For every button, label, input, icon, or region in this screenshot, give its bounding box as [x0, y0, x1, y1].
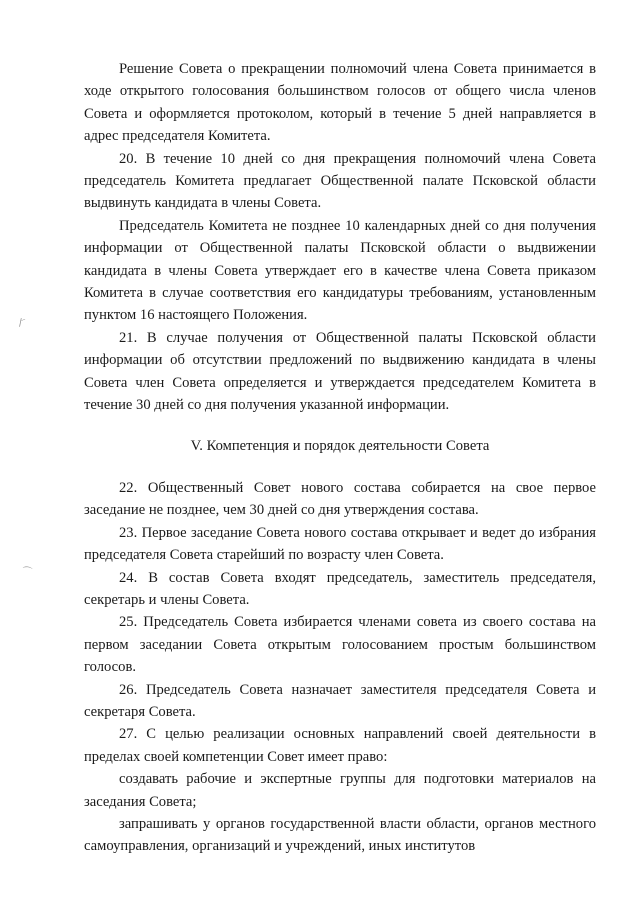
- paragraph-item-21: 21. В случае получения от Общественной палаты Псковской области информации об отсутствии предложений по выдвижению кандидата в члены Совета член Совета определяется и утверждается председателем Комитета в течение 30 дней со дня получения указанной информации.: [84, 329, 596, 414]
- paragraph-item-20: 20. В течение 10 дней со дня прекращения полномочий члена Совета председатель Комитета предлагает Общественной палате Псковской области выдвинуть кандидата в члены Совета.: [84, 150, 596, 212]
- paragraph-council-decision: Решение Совета о прекращении полномочий члена Совета принимается в ходе открытого голосования большинством голосов от общего числа членов Совета и оформляется протоколом, который в течение 5 дней направляется в адрес председателя Комитета.: [84, 61, 596, 145]
- paragraph-item-22: 22. Общественный Совет нового состава собирается на свое первое заседание не позднее, чем 30 дней со дня утверждения состава.: [84, 479, 596, 519]
- paragraph-item-23: 23. Первое заседание Совета нового состава открывает и ведет до избрания председателя Совета старейший по возрасту член Совета.: [84, 524, 596, 564]
- scan-artifact-mark: ⌒: [21, 566, 33, 579]
- paragraph-item-24: 24. В состав Совета входят председатель, заместитель председателя, секретарь и члены Совета.: [84, 569, 596, 608]
- paragraph-request-information: запрашивать у органов государственной власти области, органов местного самоуправления, организаций и учреждений, иных институтов: [84, 816, 596, 855]
- paragraph-item-25: 25. Председатель Совета избирается членами совета из своего состава на первом заседании Совета открытым голосованием простым большинством голосов.: [84, 614, 596, 676]
- paragraph-item-27: 27. С целью реализации основных направлений своей деятельности в пределах своей компетенции Совет имеет право:: [84, 726, 596, 765]
- paragraph-committee-chair-approval: Председатель Комитета не позднее 10 календарных дней со дня получения информации от Общественной палаты Псковской области о выдвижении кандидата в члены Совета утверждает его в качестве члена Совета приказом Комитета в случае соответствия его кандидатуры требованиям, установленным пунктом 16 настоящего Положения.: [84, 217, 596, 324]
- paragraph-item-26: 26. Председатель Совета назначает заместителя председателя Совета и секретаря Совета.: [84, 681, 596, 720]
- scan-artifact-mark: ⁄⁻: [18, 316, 29, 329]
- paragraph-working-groups: создавать рабочие и экспертные группы для подготовки материалов на заседания Совета;: [84, 771, 596, 810]
- document-page: [84, 58, 596, 858]
- section-heading: V. Компетенция и порядок деятельности Совета: [190, 437, 490, 454]
